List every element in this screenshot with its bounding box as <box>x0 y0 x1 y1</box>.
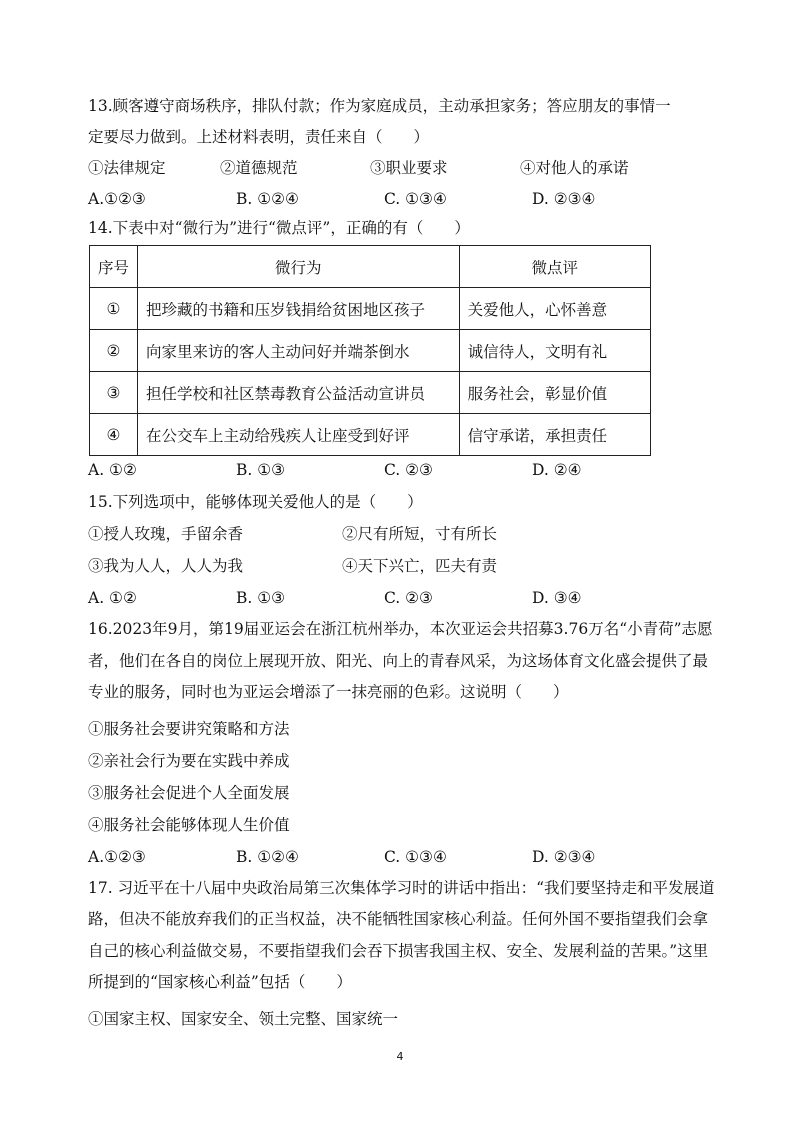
q16-option-4: ④服务社会能够体现人生价值 <box>88 815 290 834</box>
q16-option-1: ①服务社会要讲究策略和方法 <box>88 719 290 738</box>
table-row <box>90 414 651 456</box>
q15-answer-c: C. ②③ <box>384 589 433 607</box>
row-action: 担任学校和社区禁毒教育公益活动宣讲员 <box>138 372 460 414</box>
q14-answer-c: C. ②③ <box>384 461 433 479</box>
q16-option-2: ②亲社会行为要在实践中养成 <box>88 751 290 770</box>
row-comment: 诚信待人，文明有礼 <box>459 330 650 372</box>
q15-stem: 15.下列选项中，能够体现关爱他人的是（ ） <box>88 493 423 511</box>
row-comment: 服务社会，彰显价值 <box>459 372 650 414</box>
q16-answer-b: B. ①②④ <box>236 847 299 866</box>
q16-answers <box>88 847 720 868</box>
q13-option-1: ①法律规定 <box>88 159 166 177</box>
page-number: 4 <box>396 1050 404 1063</box>
q13-answers <box>88 189 720 210</box>
q14-answers <box>88 460 720 481</box>
q15-options-row1 <box>88 524 720 545</box>
q17-option-1: ①国家主权、国家安全、领土完整、国家统一 <box>88 1009 399 1028</box>
q13-stem-line1: 13.顾客遵守商场秩序，排队付款；作为家庭成员，主动承担家务；答应朋友的事情一 <box>88 97 671 115</box>
q15-option-2: ②尺有所短，寸有所长 <box>342 525 498 543</box>
q13-stem-line2: 定要尽力做到。上述材料表明，责任来自（ ） <box>88 128 430 146</box>
q13-answer-c: C. ①③④ <box>384 190 447 208</box>
q15-option-1: ①授人玫瑰，手留余香 <box>88 525 244 543</box>
q15-option-4: ④天下兴亡，匹夫有责 <box>342 557 498 575</box>
q15-answer-a: A. ①② <box>88 589 137 607</box>
q16-answer-a: A.①②③ <box>88 847 146 866</box>
row-action: 向家里来访的客人主动问好并端茶倒水 <box>138 330 460 372</box>
row-comment: 信守承诺，承担责任 <box>459 414 650 456</box>
q15-answer-d: D. ③④ <box>532 589 582 607</box>
q15-answer-b: B. ①③ <box>236 589 286 607</box>
q13-option-4: ④对他人的承诺 <box>520 159 629 177</box>
q16-answer-c: C. ①③④ <box>384 847 447 866</box>
table-row <box>90 288 651 330</box>
row-comment: 关爱他人，心怀善意 <box>459 288 650 330</box>
q14-stem: 14.下表中对“微行为”进行“微点评”，正确的有（ ） <box>88 219 470 237</box>
header-action: 微行为 <box>138 246 460 288</box>
q17-stem: 17. 习近平在十八届中央政治局第三次集体学习时的讲话中指出：“我们要坚持走和平发展道路，但决不能放弃我们的正当权益，决不能牺牲国家核心利益。任何外国不要指望我们会拿自己的核心利益做交易，不要指望我们会吞下损害我国主权、安全、发展利益的苦果。”这里所提到的“国家核心利益”包括（ ） <box>88 878 715 991</box>
q15-options-row2 <box>88 556 720 577</box>
q15-answers <box>88 588 720 609</box>
row-no: ① <box>90 288 138 330</box>
q14-table <box>89 245 651 456</box>
q15-option-3: ③我为人人，人人为我 <box>88 557 244 575</box>
q13-option-3: ③职业要求 <box>370 159 448 177</box>
row-no: ② <box>90 330 138 372</box>
q13-answer-d: D. ②③④ <box>532 190 596 208</box>
q13-answer-a: A.①②③ <box>88 190 146 208</box>
q13-option-2: ②道德规范 <box>220 159 298 177</box>
q13-answer-b: B. ①②④ <box>236 190 299 208</box>
q14-answer-d: D. ②④ <box>532 461 582 479</box>
q16-answer-d: D. ②③④ <box>532 847 596 866</box>
exam-page <box>88 96 720 1030</box>
row-action: 在公交车上主动给残疾人让座受到好评 <box>138 414 460 456</box>
table-row <box>90 330 651 372</box>
q14-answer-b: B. ①③ <box>236 461 286 479</box>
q14-answer-a: A. ①② <box>88 461 137 479</box>
row-no: ③ <box>90 372 138 414</box>
row-action: 把珍藏的书籍和压岁钱捐给贫困地区孩子 <box>138 288 460 330</box>
header-comment: 微点评 <box>459 246 650 288</box>
table-header-row <box>90 246 651 288</box>
q16-stem: 16.2023年9月，第19届亚运会在浙江杭州举办，本次亚运会共招募3.76万名“小青荷”志愿者，他们在各自的岗位上展现开放、阳光、向上的青春风采，为这场体育文化盛会提供了最专业的服务，同时也为亚运会增添了一抹亮丽的色彩。这说明（ ） <box>88 620 713 701</box>
q13-options <box>88 158 720 179</box>
table-row <box>90 372 651 414</box>
q16-option-3: ③服务社会促进个人全面发展 <box>88 783 290 802</box>
header-no: 序号 <box>90 246 138 288</box>
row-no: ④ <box>90 414 138 456</box>
